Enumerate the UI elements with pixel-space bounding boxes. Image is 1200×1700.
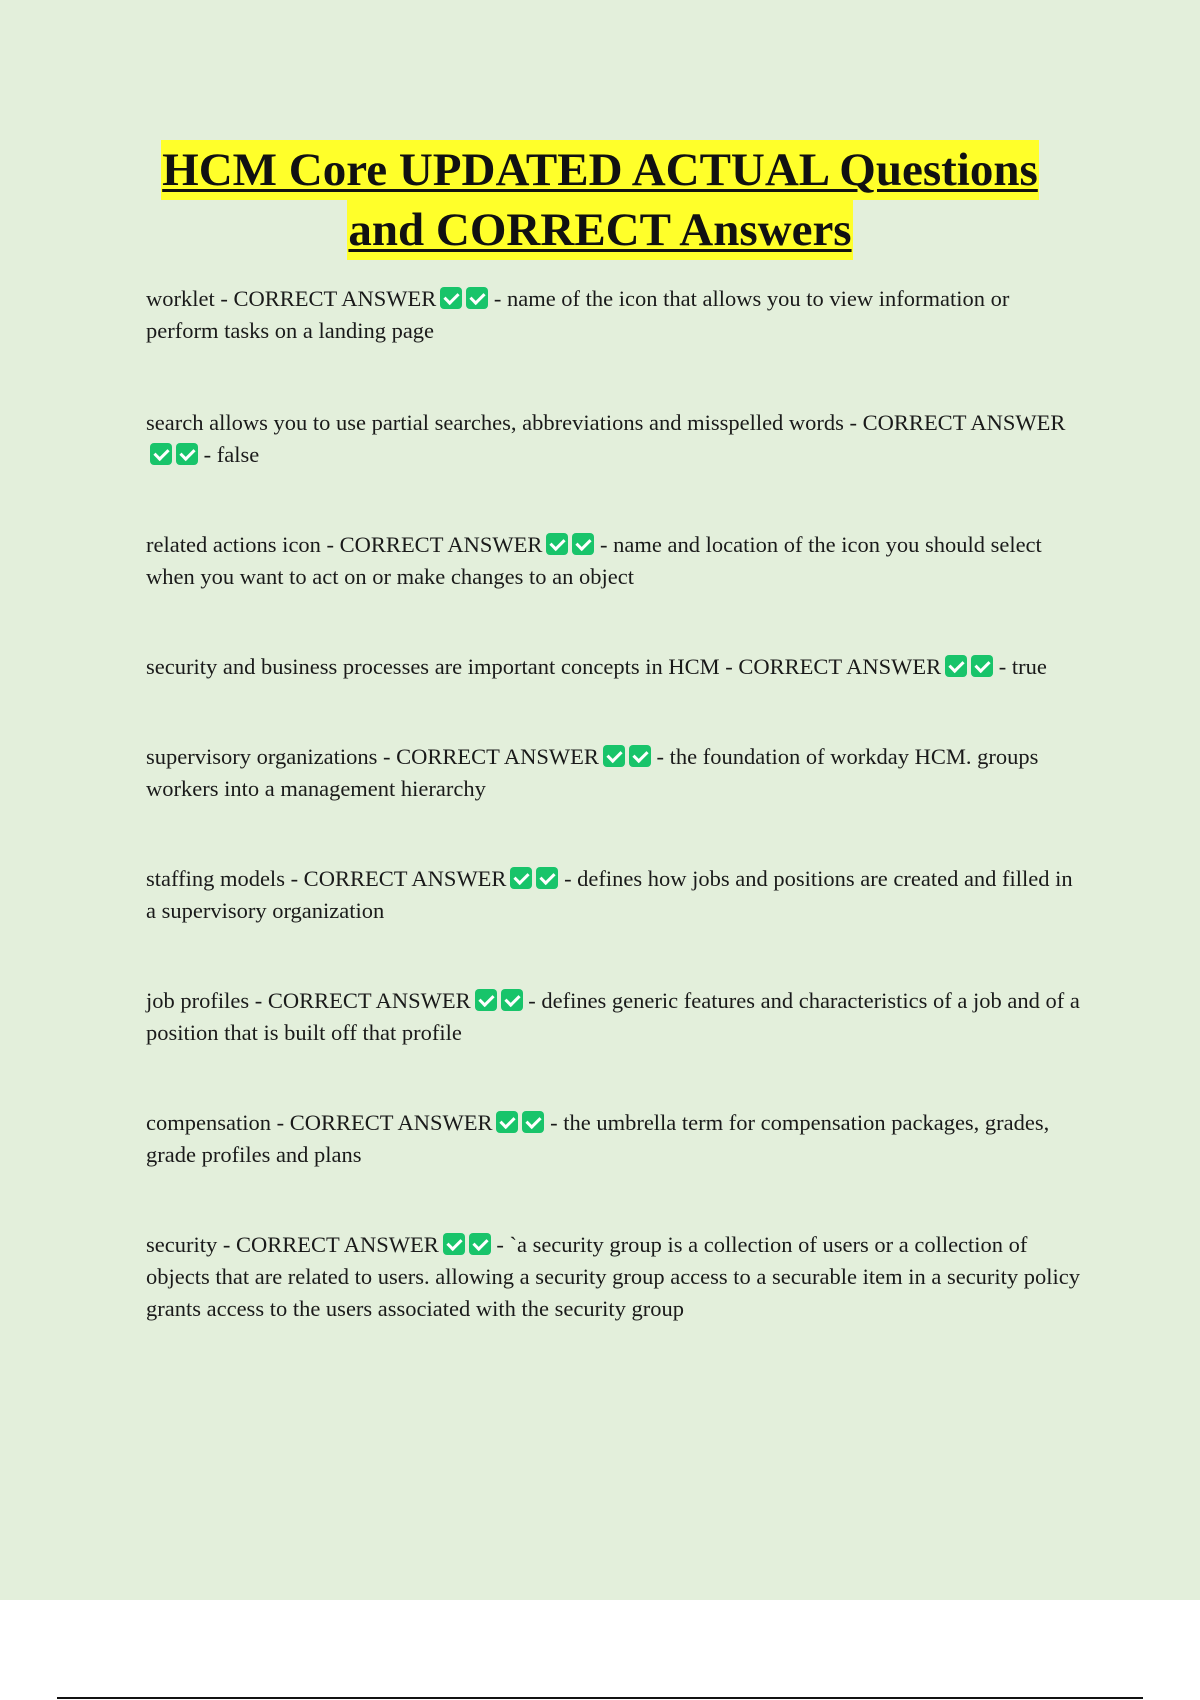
footer-divider (57, 1697, 1143, 1699)
answer-text: - name of the icon that allows you to view information or perform tasks on a landing page (146, 286, 1010, 343)
qa-item (146, 651, 1086, 683)
question-text: compensation - CORRECT ANSWER (146, 1110, 493, 1135)
check-box-icon (522, 1111, 544, 1133)
question-text: search allows you to use partial searches, abbreviations and misspelled words - CORRECT ANSWER (146, 410, 1066, 435)
question-text: supervisory organizations - CORRECT ANSWER (146, 744, 599, 769)
answer-text: - name and location of the icon you should select when you want to act on or make changes to an object (146, 532, 1042, 589)
title-line-2: and CORRECT Answers (347, 200, 852, 260)
answer-text: - true (998, 654, 1047, 679)
check-box-icon (443, 1233, 465, 1255)
check-box-icon (971, 655, 993, 677)
check-box-icon (501, 989, 523, 1011)
qa-list (146, 283, 1086, 1325)
answer-text: - `a security group is a collection of users or a collection of objects that are related to users. allowing a security group access to a securable item in a security policy grants access to the users associated with the security group (146, 1232, 1081, 1321)
check-box-icon (629, 745, 651, 767)
question-text: related actions icon - CORRECT ANSWER (146, 532, 543, 557)
qa-item (146, 741, 1086, 805)
answer-text: - defines how jobs and positions are created and filled in a supervisory organization (146, 866, 1073, 923)
check-box-icon (572, 533, 594, 555)
question-text: staffing models - CORRECT ANSWER (146, 866, 507, 891)
check-box-icon (150, 443, 172, 465)
check-box-icon (469, 1233, 491, 1255)
question-text: job profiles - CORRECT ANSWER (146, 988, 471, 1013)
check-box-icon (510, 867, 532, 889)
qa-item (146, 1229, 1086, 1325)
question-text: security and business processes are important concepts in HCM - CORRECT ANSWER (146, 654, 942, 679)
check-box-icon (546, 533, 568, 555)
answer-text: - the umbrella term for compensation packages, grades, grade profiles and plans (146, 1110, 1050, 1167)
page-title (0, 140, 1200, 260)
check-box-icon (475, 989, 497, 1011)
check-box-icon (536, 867, 558, 889)
qa-item (146, 283, 1086, 347)
check-box-icon (440, 287, 462, 309)
question-text: worklet - CORRECT ANSWER (146, 286, 437, 311)
answer-text: - false (203, 442, 260, 467)
title-line-1: HCM Core UPDATED ACTUAL Questions (161, 140, 1039, 200)
check-box-icon (945, 655, 967, 677)
qa-item (146, 1107, 1086, 1171)
answer-text: - the foundation of workday HCM. groups workers into a management hierarchy (146, 744, 1039, 801)
qa-item (146, 863, 1086, 927)
question-text: security - CORRECT ANSWER (146, 1232, 439, 1257)
check-box-icon (466, 287, 488, 309)
qa-item (146, 407, 1086, 471)
check-box-icon (496, 1111, 518, 1133)
check-box-icon (603, 745, 625, 767)
qa-item (146, 529, 1086, 593)
check-box-icon (176, 443, 198, 465)
answer-text: - defines generic features and characteristics of a job and of a position that is built off that profile (146, 988, 1080, 1045)
qa-item (146, 985, 1086, 1049)
